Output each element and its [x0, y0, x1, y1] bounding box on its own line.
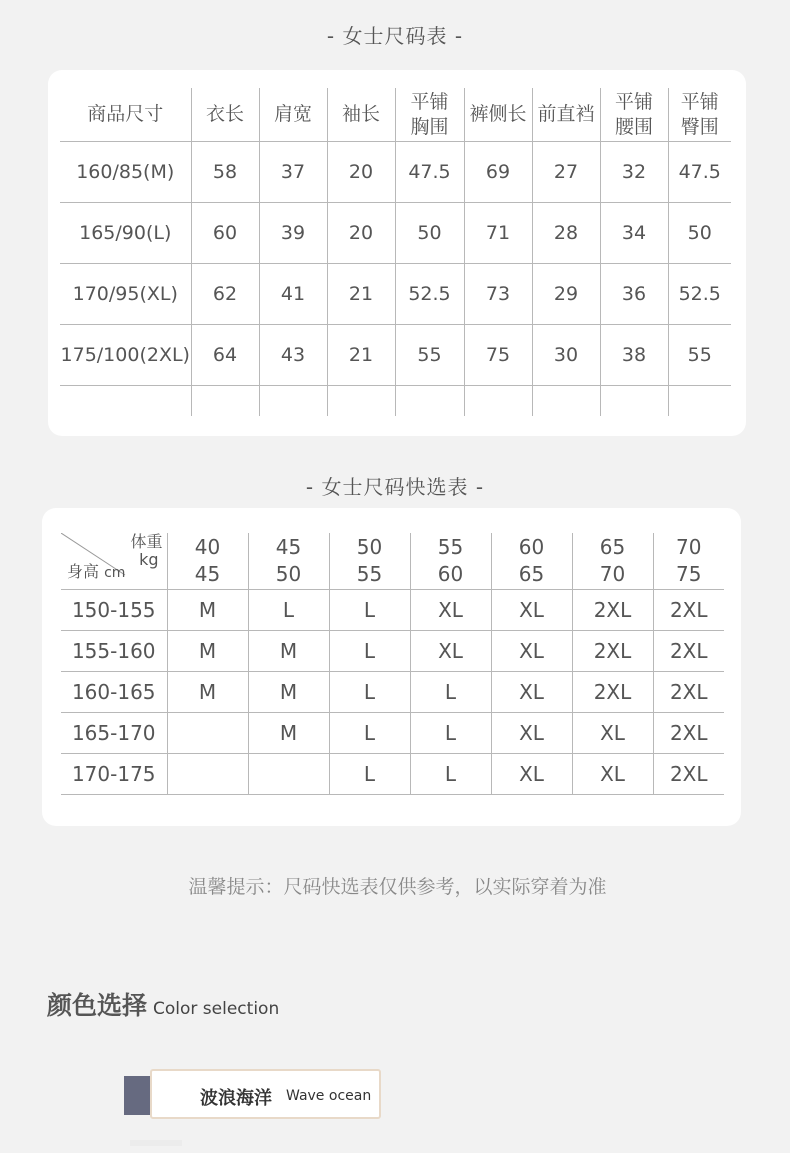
- color-option-name-en: Wave ocean: [286, 1088, 372, 1104]
- weight-range-header: [167, 533, 248, 590]
- quick-table-row: [61, 590, 724, 631]
- size-recommendation-cell: M: [248, 631, 329, 672]
- size-header-cell: 衣长: [191, 88, 259, 142]
- size-recommendation-cell: XL: [491, 754, 572, 795]
- size-chart-title: - 女士尺码表 -: [326, 24, 464, 48]
- size-header-cell: 平铺 胸围: [395, 88, 464, 142]
- size-value-cell: 55: [395, 325, 464, 386]
- size-value-cell: 36: [600, 264, 668, 325]
- size-recommendation-cell: L: [410, 754, 491, 795]
- size-value-cell: 64: [191, 325, 259, 386]
- weight-range-from: 50: [356, 535, 383, 559]
- height-range-cell: 155-160: [61, 631, 167, 672]
- quick-chart-corner-cell: [61, 533, 167, 590]
- size-recommendation-cell: 2XL: [572, 672, 653, 713]
- color-section-title: 颜色选择: [47, 991, 148, 1020]
- size-chart-header-row: [60, 88, 731, 142]
- size-header-cell: 袖长: [327, 88, 395, 142]
- size-value-cell: 20: [327, 142, 395, 203]
- size-recommendation-cell: 2XL: [572, 590, 653, 631]
- weight-range-header: [329, 533, 410, 590]
- quick-chart-title: - 女士尺码快选表 -: [305, 475, 485, 499]
- divider: [130, 1140, 182, 1146]
- size-recommendation-cell: XL: [491, 672, 572, 713]
- size-recommendation-cell: 2XL: [653, 672, 724, 713]
- weight-label: 体重: [130, 532, 163, 551]
- size-recommendation-cell: L: [329, 672, 410, 713]
- weight-range-to: 60: [437, 562, 464, 586]
- size-value-cell: 75: [464, 325, 532, 386]
- size-value-cell: 52.5: [395, 264, 464, 325]
- size-recommendation-cell: L: [410, 713, 491, 754]
- size-recommendation-cell: XL: [410, 590, 491, 631]
- size-value-cell: 39: [259, 203, 327, 264]
- height-unit: cm: [104, 565, 126, 581]
- empty-cell: [60, 386, 191, 417]
- size-recommendation-cell: 2XL: [653, 590, 724, 631]
- weight-range-from: 55: [437, 535, 464, 559]
- empty-cell: [327, 386, 395, 417]
- size-value-cell: 73: [464, 264, 532, 325]
- empty-cell: [259, 386, 327, 417]
- size-value-cell: 20: [327, 203, 395, 264]
- quick-chart-card: [42, 508, 741, 826]
- size-header-cell: 裤侧长: [464, 88, 532, 142]
- weight-range-header: [653, 533, 724, 590]
- empty-cell: [532, 386, 600, 417]
- weight-unit: kg: [139, 550, 159, 569]
- size-label-cell: 170/95(XL): [60, 264, 191, 325]
- size-value-cell: 43: [259, 325, 327, 386]
- color-option-wave-ocean[interactable]: [150, 1069, 381, 1119]
- size-recommendation-cell: [248, 754, 329, 795]
- size-value-cell: 37: [259, 142, 327, 203]
- size-table-row: [60, 325, 731, 386]
- size-recommendation-cell: M: [248, 713, 329, 754]
- size-recommendation-cell: XL: [491, 631, 572, 672]
- weight-range-from: 70: [676, 535, 702, 559]
- empty-cell: [668, 386, 731, 417]
- size-value-cell: 71: [464, 203, 532, 264]
- size-recommendation-cell: L: [248, 590, 329, 631]
- size-header-cell: 肩宽: [259, 88, 327, 142]
- size-value-cell: 41: [259, 264, 327, 325]
- quick-table-row: [61, 713, 724, 754]
- weight-range-header: [572, 533, 653, 590]
- size-table-row: [60, 203, 731, 264]
- tip-text: 温馨提示：尺码快选表仅供参考，以实际穿着为准: [188, 876, 607, 898]
- weight-range-from: 65: [599, 535, 626, 559]
- size-value-cell: 50: [668, 203, 731, 264]
- size-recommendation-cell: L: [329, 631, 410, 672]
- empty-cell: [395, 386, 464, 417]
- size-header-cell: 平铺 腰围: [600, 88, 668, 142]
- size-value-cell: 30: [532, 325, 600, 386]
- size-recommendation-cell: [167, 754, 248, 795]
- weight-range-from: 45: [275, 535, 302, 559]
- weight-range-to: 55: [356, 562, 383, 586]
- empty-cell: [191, 386, 259, 417]
- weight-range-to: 75: [676, 562, 702, 586]
- weight-range-to: 65: [518, 562, 545, 586]
- quick-chart-header-row: [61, 533, 724, 590]
- size-recommendation-cell: M: [248, 672, 329, 713]
- color-section-title-en: Color selection: [153, 999, 280, 1019]
- color-section-heading: [47, 986, 279, 1022]
- size-recommendation-cell: M: [167, 672, 248, 713]
- size-recommendation-cell: XL: [572, 754, 653, 795]
- size-recommendation-cell: [167, 713, 248, 754]
- size-header-product-size: 商品尺寸: [60, 88, 191, 142]
- height-range-cell: 165-170: [61, 713, 167, 754]
- size-recommendation-cell: L: [410, 672, 491, 713]
- size-value-cell: 52.5: [668, 264, 731, 325]
- quick-table-row: [61, 631, 724, 672]
- size-recommendation-cell: L: [329, 754, 410, 795]
- empty-cell: [464, 386, 532, 417]
- weight-range-header: [248, 533, 329, 590]
- size-header-cell: 前直裆: [532, 88, 600, 142]
- size-recommendation-cell: M: [167, 590, 248, 631]
- size-chart-card: [48, 70, 746, 436]
- size-value-cell: 55: [668, 325, 731, 386]
- empty-cell: [600, 386, 668, 417]
- size-header-cell: 平铺 臀围: [668, 88, 731, 142]
- height-range-cell: 170-175: [61, 754, 167, 795]
- size-chart-table: [60, 88, 731, 416]
- size-recommendation-cell: L: [329, 713, 410, 754]
- size-recommendation-cell: XL: [572, 713, 653, 754]
- size-recommendation-cell: 2XL: [653, 631, 724, 672]
- height-label: 身高: [67, 562, 100, 581]
- height-axis-label: [67, 558, 125, 587]
- size-table-row: [60, 264, 731, 325]
- size-value-cell: 21: [327, 264, 395, 325]
- weight-range-to: 70: [599, 562, 626, 586]
- size-recommendation-cell: XL: [491, 713, 572, 754]
- size-recommendation-cell: L: [329, 590, 410, 631]
- size-value-cell: 32: [600, 142, 668, 203]
- weight-range-from: 40: [194, 535, 221, 559]
- size-value-cell: 27: [532, 142, 600, 203]
- size-recommendation-cell: 2XL: [653, 754, 724, 795]
- weight-range-header: [491, 533, 572, 590]
- quick-table-row: [61, 754, 724, 795]
- size-value-cell: 38: [600, 325, 668, 386]
- weight-range-header: [410, 533, 491, 590]
- size-table-row: [60, 142, 731, 203]
- size-label-cell: 175/100(2XL): [60, 325, 191, 386]
- size-value-cell: 50: [395, 203, 464, 264]
- height-range-cell: 160-165: [61, 672, 167, 713]
- size-table-empty-row: [60, 386, 731, 417]
- size-value-cell: 28: [532, 203, 600, 264]
- size-value-cell: 69: [464, 142, 532, 203]
- size-value-cell: 62: [191, 264, 259, 325]
- size-value-cell: 47.5: [668, 142, 731, 203]
- quick-table-row: [61, 672, 724, 713]
- size-recommendation-cell: M: [167, 631, 248, 672]
- size-recommendation-cell: XL: [491, 590, 572, 631]
- size-recommendation-cell: 2XL: [572, 631, 653, 672]
- size-value-cell: 21: [327, 325, 395, 386]
- size-value-cell: 47.5: [395, 142, 464, 203]
- weight-axis-label: [130, 533, 162, 569]
- weight-range-to: 50: [275, 562, 302, 586]
- size-recommendation-cell: XL: [410, 631, 491, 672]
- size-value-cell: 34: [600, 203, 668, 264]
- weight-range-from: 60: [518, 535, 545, 559]
- size-label-cell: 160/85(M): [60, 142, 191, 203]
- size-value-cell: 60: [191, 203, 259, 264]
- size-value-cell: 29: [532, 264, 600, 325]
- size-label-cell: 165/90(L): [60, 203, 191, 264]
- weight-range-to: 45: [194, 562, 221, 586]
- color-option-name: 波浪海洋: [200, 1088, 272, 1109]
- quick-chart-table: [61, 533, 724, 795]
- size-value-cell: 58: [191, 142, 259, 203]
- size-recommendation-cell: 2XL: [653, 713, 724, 754]
- height-range-cell: 150-155: [61, 590, 167, 631]
